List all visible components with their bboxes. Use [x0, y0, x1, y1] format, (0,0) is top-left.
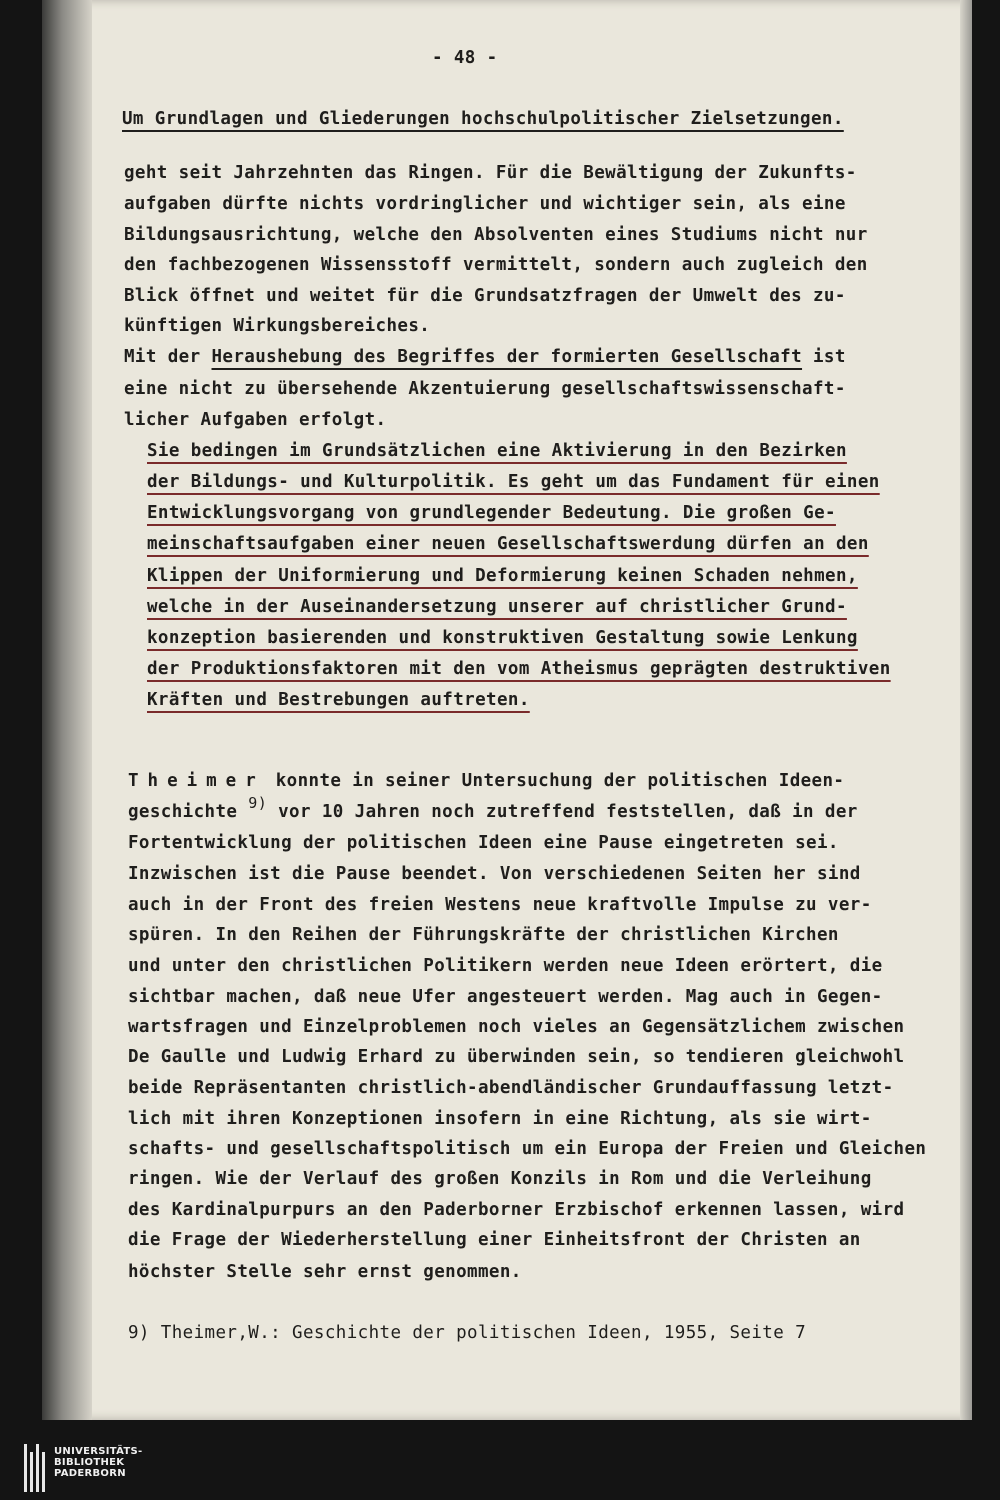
- text-line: Blick öffnet und weitet für die Grundsatzfragen der Umwelt des zu-: [124, 286, 846, 306]
- text-line: der Bildungs- und Kulturpolitik. Es geht um das Fundament für einen: [147, 472, 880, 492]
- underlined-phrase: Heraushebung des Begriffes der formierten Gesellschaft: [211, 347, 803, 367]
- text-line: Klippen der Uniformierung und Deformierung keinen Schaden nehmen,: [147, 566, 858, 586]
- library-logo: [20, 1440, 220, 1500]
- text-line: den fachbezogenen Wissensstoff vermittelt, sondern auch zugleich den: [124, 255, 868, 275]
- heading: Um Grundlagen und Gliederungen hochschulpolitischer Zielsetzungen.: [122, 109, 844, 129]
- text-line: Bildungsausrichtung, welche den Absolventen eines Studiums nicht nur: [124, 225, 868, 245]
- page-right-edge: [960, 0, 972, 1420]
- text-line: Inzwischen ist die Pause beendet. Von verschiedenen Seiten her sind: [128, 864, 861, 884]
- text-line: wartsfragen und Einzelproblemen noch vieles an Gegensätzlichem zwischen: [128, 1017, 905, 1037]
- text-line: meinschaftsaufgaben einer neuen Gesellschaftswerdung dürfen an den: [147, 534, 869, 554]
- spaced-author-name: Theimer: [128, 771, 265, 791]
- text-line: die Frage der Wiederherstellung einer Einheitsfront der Christen an: [128, 1230, 861, 1250]
- text-line: Kräften und Bestrebungen auftreten.: [147, 690, 530, 710]
- text-line: lich mit ihren Konzeptionen insofern in eine Richtung, als sie wirt-: [128, 1109, 872, 1129]
- text-line: Mit der Heraushebung des Begriffes der formierten Gesellschaft ist: [124, 347, 846, 367]
- text-line: höchster Stelle sehr ernst genommen.: [128, 1262, 522, 1282]
- text-line: spüren. In den Reihen der Führungskräfte der christlichen Kirchen: [128, 925, 839, 945]
- text-line: des Kardinalpurpurs an den Paderborner Erzbischof erkennen lassen, wird: [128, 1200, 905, 1220]
- footnote-reference: 9): [248, 794, 268, 812]
- text-line: eine nicht zu übersehende Akzentuierung gesellschaftswissenschaft-: [124, 379, 846, 399]
- text-line: Sie bedingen im Grundsätzlichen eine Aktivierung in den Bezirken: [147, 441, 847, 461]
- text-line: und unter den christlichen Politikern werden neue Ideen erörtert, die: [128, 956, 883, 976]
- text-line: schafts- und gesellschaftspolitisch um ein Europa der Freien und Gleichen: [128, 1139, 927, 1159]
- text-line: ringen. Wie der Verlauf des großen Konzils in Rom und die Verleihung: [128, 1169, 872, 1189]
- text-line: auch in der Front des freien Westens neue kraftvolle Impulse zu ver-: [128, 895, 872, 915]
- text-line: aufgaben dürfte nichts vordringlicher und wichtiger sein, als eine: [124, 194, 846, 214]
- text-line: geht seit Jahrzehnten das Ringen. Für die Bewältigung der Zukunfts-: [124, 163, 857, 183]
- text-line: welche in der Auseinandersetzung unserer auf christlicher Grund-: [147, 597, 847, 617]
- text-line: konzeption basierenden und konstruktiven Gestaltung sowie Lenkung: [147, 628, 858, 648]
- footnote: 9) Theimer,W.: Geschichte der politischen Ideen, 1955, Seite 7: [128, 1323, 807, 1343]
- text-line: künftigen Wirkungsbereiches.: [124, 316, 431, 336]
- text-line: geschichte 9) vor 10 Jahren noch zutreffend feststellen, daß in der: [128, 794, 858, 822]
- text-line: beide Repräsentanten christlich-abendländischer Grundauffassung letzt-: [128, 1078, 894, 1098]
- text-line: licher Aufgaben erfolgt.: [124, 410, 387, 430]
- page-gutter: [42, 0, 92, 1420]
- text-line: sichtbar machen, daß neue Ufer angesteuert werden. Mag auch in Gegen-: [128, 987, 883, 1007]
- logo-text: UNIVERSITÄTS- BIBLIOTHEK PADERBORN: [54, 1446, 143, 1479]
- document-page: [42, 0, 970, 1420]
- text-line: Theimer konnte in seiner Untersuchung der politischen Ideen-: [128, 771, 845, 791]
- text-line: De Gaulle und Ludwig Erhard zu überwinden sein, so tendieren gleichwohl: [128, 1047, 905, 1067]
- page-number: - 48 -: [432, 48, 498, 68]
- text-line: der Produktionsfaktoren mit den vom Atheismus geprägten destruktiven: [147, 659, 891, 679]
- text-line: Fortentwicklung der politischen Ideen eine Pause eingetreten sei.: [128, 833, 839, 853]
- text-line: Entwicklungsvorgang von grundlegender Bedeutung. Die großen Ge-: [147, 503, 836, 523]
